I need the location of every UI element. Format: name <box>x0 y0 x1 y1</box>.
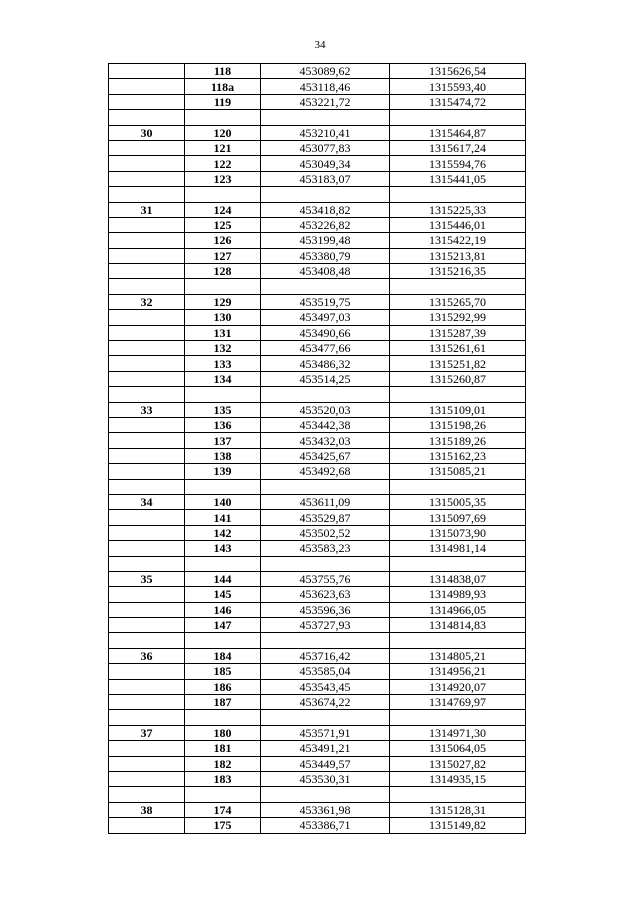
y-coordinate-cell: 1315422,19 <box>390 233 526 248</box>
x-coordinate-cell: 453361,98 <box>261 802 390 817</box>
x-coordinate-cell: 453520,03 <box>261 402 390 417</box>
y-coordinate-cell: 1315005,35 <box>390 494 526 509</box>
table-row <box>109 140 526 155</box>
y-coordinate-cell: 1315260,87 <box>390 371 526 386</box>
point-number-cell: 139 <box>185 464 261 479</box>
group-number-cell <box>109 448 185 463</box>
y-coordinate-cell: 1314971,30 <box>390 725 526 740</box>
point-number-cell: 181 <box>185 741 261 756</box>
x-coordinate-cell: 453530,31 <box>261 771 390 786</box>
x-coordinate-cell: 453755,76 <box>261 571 390 586</box>
table-row <box>109 217 526 232</box>
point-number-cell: 127 <box>185 248 261 263</box>
point-number-cell: 136 <box>185 417 261 432</box>
point-number-cell <box>185 387 261 402</box>
x-coordinate-cell: 453418,82 <box>261 202 390 217</box>
table-row <box>109 125 526 140</box>
y-coordinate-cell: 1315149,82 <box>390 818 526 833</box>
group-number-cell: 30 <box>109 125 185 140</box>
group-number-cell <box>109 341 185 356</box>
table-row <box>109 771 526 786</box>
table-row <box>109 94 526 109</box>
x-coordinate-cell: 453442,38 <box>261 417 390 432</box>
point-number-cell <box>185 187 261 202</box>
x-coordinate-cell: 453486,32 <box>261 356 390 371</box>
table-row <box>109 710 526 725</box>
table-row <box>109 417 526 432</box>
point-number-cell <box>185 110 261 125</box>
coordinates-table <box>108 63 526 834</box>
x-coordinate-cell <box>261 710 390 725</box>
group-number-cell: 36 <box>109 648 185 663</box>
x-coordinate-cell: 453449,57 <box>261 756 390 771</box>
x-coordinate-cell: 453611,09 <box>261 494 390 509</box>
table-row <box>109 356 526 371</box>
group-number-cell <box>109 356 185 371</box>
group-number-cell <box>109 433 185 448</box>
page-number: 34 <box>314 39 326 51</box>
group-number-cell <box>109 217 185 232</box>
x-coordinate-cell: 453221,72 <box>261 94 390 109</box>
point-number-cell: 122 <box>185 156 261 171</box>
y-coordinate-cell <box>390 187 526 202</box>
y-coordinate-cell: 1315109,01 <box>390 402 526 417</box>
y-coordinate-cell: 1314814,83 <box>390 618 526 633</box>
y-coordinate-cell: 1315162,23 <box>390 448 526 463</box>
table-row <box>109 402 526 417</box>
point-number-cell: 144 <box>185 571 261 586</box>
group-number-cell <box>109 633 185 648</box>
table-row <box>109 695 526 710</box>
group-number-cell <box>109 741 185 756</box>
table-row <box>109 264 526 279</box>
y-coordinate-cell <box>390 787 526 802</box>
x-coordinate-cell: 453623,63 <box>261 587 390 602</box>
point-number-cell: 180 <box>185 725 261 740</box>
y-coordinate-cell: 1315189,26 <box>390 433 526 448</box>
y-coordinate-cell: 1315292,99 <box>390 310 526 325</box>
y-coordinate-cell: 1314981,14 <box>390 541 526 556</box>
x-coordinate-cell: 453386,71 <box>261 818 390 833</box>
x-coordinate-cell <box>261 556 390 571</box>
y-coordinate-cell <box>390 710 526 725</box>
x-coordinate-cell: 453674,22 <box>261 695 390 710</box>
x-coordinate-cell: 453585,04 <box>261 664 390 679</box>
group-number-cell <box>109 479 185 494</box>
y-coordinate-cell: 1315097,69 <box>390 510 526 525</box>
point-number-cell: 184 <box>185 648 261 663</box>
group-number-cell <box>109 464 185 479</box>
table-row <box>109 171 526 186</box>
y-coordinate-cell: 1315287,39 <box>390 325 526 340</box>
table-row <box>109 633 526 648</box>
point-number-cell <box>185 556 261 571</box>
group-number-cell <box>109 664 185 679</box>
group-number-cell <box>109 710 185 725</box>
point-number-cell: 123 <box>185 171 261 186</box>
group-number-cell <box>109 279 185 294</box>
x-coordinate-cell: 453089,62 <box>261 64 390 79</box>
point-number-cell: 183 <box>185 771 261 786</box>
table-row <box>109 648 526 663</box>
x-coordinate-cell: 453477,66 <box>261 341 390 356</box>
y-coordinate-cell: 1315251,82 <box>390 356 526 371</box>
y-coordinate-cell: 1315073,90 <box>390 525 526 540</box>
y-coordinate-cell: 1315216,35 <box>390 264 526 279</box>
group-number-cell: 37 <box>109 725 185 740</box>
table-row <box>109 679 526 694</box>
table-row <box>109 110 526 125</box>
point-number-cell: 130 <box>185 310 261 325</box>
x-coordinate-cell: 453210,41 <box>261 125 390 140</box>
point-number-cell: 135 <box>185 402 261 417</box>
y-coordinate-cell <box>390 479 526 494</box>
group-number-cell <box>109 310 185 325</box>
y-coordinate-cell: 1315626,54 <box>390 64 526 79</box>
x-coordinate-cell: 453425,67 <box>261 448 390 463</box>
table-row <box>109 371 526 386</box>
y-coordinate-cell <box>390 110 526 125</box>
x-coordinate-cell <box>261 787 390 802</box>
group-number-cell <box>109 771 185 786</box>
table-row <box>109 556 526 571</box>
point-number-cell: 182 <box>185 756 261 771</box>
x-coordinate-cell: 453502,52 <box>261 525 390 540</box>
y-coordinate-cell: 1314956,21 <box>390 664 526 679</box>
point-number-cell: 126 <box>185 233 261 248</box>
x-coordinate-cell: 453490,66 <box>261 325 390 340</box>
coordinates-table-body <box>109 64 526 834</box>
point-number-cell: 138 <box>185 448 261 463</box>
x-coordinate-cell: 453727,93 <box>261 618 390 633</box>
table-row <box>109 156 526 171</box>
y-coordinate-cell: 1315261,61 <box>390 341 526 356</box>
point-number-cell: 129 <box>185 294 261 309</box>
table-row <box>109 387 526 402</box>
point-number-cell: 147 <box>185 618 261 633</box>
point-number-cell: 185 <box>185 664 261 679</box>
table-row <box>109 787 526 802</box>
group-number-cell <box>109 233 185 248</box>
y-coordinate-cell: 1315474,72 <box>390 94 526 109</box>
point-number-cell: 132 <box>185 341 261 356</box>
point-number-cell <box>185 787 261 802</box>
y-coordinate-cell: 1314805,21 <box>390 648 526 663</box>
point-number-cell: 175 <box>185 818 261 833</box>
table-row <box>109 79 526 94</box>
y-coordinate-cell: 1315085,21 <box>390 464 526 479</box>
point-number-cell: 186 <box>185 679 261 694</box>
y-coordinate-cell: 1314935,15 <box>390 771 526 786</box>
x-coordinate-cell: 453183,07 <box>261 171 390 186</box>
point-number-cell: 174 <box>185 802 261 817</box>
group-number-cell <box>109 64 185 79</box>
y-coordinate-cell <box>390 556 526 571</box>
x-coordinate-cell: 453519,75 <box>261 294 390 309</box>
x-coordinate-cell <box>261 633 390 648</box>
group-number-cell <box>109 387 185 402</box>
table-row <box>109 325 526 340</box>
table-row <box>109 64 526 79</box>
group-number-cell <box>109 510 185 525</box>
group-number-cell: 32 <box>109 294 185 309</box>
group-number-cell: 34 <box>109 494 185 509</box>
table-row <box>109 248 526 263</box>
table-row <box>109 187 526 202</box>
table-row <box>109 664 526 679</box>
x-coordinate-cell: 453049,34 <box>261 156 390 171</box>
group-number-cell <box>109 756 185 771</box>
group-number-cell: 33 <box>109 402 185 417</box>
table-row <box>109 541 526 556</box>
group-number-cell <box>109 156 185 171</box>
point-number-cell: 124 <box>185 202 261 217</box>
y-coordinate-cell: 1315446,01 <box>390 217 526 232</box>
point-number-cell: 141 <box>185 510 261 525</box>
x-coordinate-cell: 453529,87 <box>261 510 390 525</box>
table-row <box>109 725 526 740</box>
group-number-cell: 38 <box>109 802 185 817</box>
group-number-cell <box>109 171 185 186</box>
y-coordinate-cell: 1314989,93 <box>390 587 526 602</box>
y-coordinate-cell: 1315064,05 <box>390 741 526 756</box>
y-coordinate-cell: 1314838,07 <box>390 571 526 586</box>
table-row <box>109 479 526 494</box>
table-row <box>109 279 526 294</box>
x-coordinate-cell: 453716,42 <box>261 648 390 663</box>
table-row <box>109 341 526 356</box>
table-row <box>109 433 526 448</box>
group-number-cell <box>109 94 185 109</box>
table-row <box>109 802 526 817</box>
x-coordinate-cell: 453077,83 <box>261 140 390 155</box>
x-coordinate-cell: 453583,23 <box>261 541 390 556</box>
x-coordinate-cell: 453497,03 <box>261 310 390 325</box>
x-coordinate-cell: 453543,45 <box>261 679 390 694</box>
group-number-cell <box>109 525 185 540</box>
x-coordinate-cell <box>261 387 390 402</box>
x-coordinate-cell: 453596,36 <box>261 602 390 617</box>
table-row <box>109 233 526 248</box>
point-number-cell: 121 <box>185 140 261 155</box>
point-number-cell: 140 <box>185 494 261 509</box>
point-number-cell: 133 <box>185 356 261 371</box>
point-number-cell <box>185 633 261 648</box>
table-row <box>109 818 526 833</box>
x-coordinate-cell: 453118,46 <box>261 79 390 94</box>
group-number-cell: 35 <box>109 571 185 586</box>
y-coordinate-cell: 1315198,26 <box>390 417 526 432</box>
point-number-cell: 120 <box>185 125 261 140</box>
group-number-cell <box>109 264 185 279</box>
y-coordinate-cell <box>390 387 526 402</box>
x-coordinate-cell: 453432,03 <box>261 433 390 448</box>
y-coordinate-cell: 1315594,76 <box>390 156 526 171</box>
table-row <box>109 510 526 525</box>
table-row <box>109 741 526 756</box>
x-coordinate-cell: 453571,91 <box>261 725 390 740</box>
group-number-cell <box>109 79 185 94</box>
y-coordinate-cell: 1314920,07 <box>390 679 526 694</box>
group-number-cell <box>109 587 185 602</box>
x-coordinate-cell: 453199,48 <box>261 233 390 248</box>
y-coordinate-cell: 1315225,33 <box>390 202 526 217</box>
group-number-cell <box>109 618 185 633</box>
y-coordinate-cell: 1315027,82 <box>390 756 526 771</box>
table-row <box>109 294 526 309</box>
group-number-cell <box>109 248 185 263</box>
x-coordinate-cell <box>261 187 390 202</box>
point-number-cell: 125 <box>185 217 261 232</box>
group-number-cell <box>109 417 185 432</box>
group-number-cell <box>109 110 185 125</box>
point-number-cell <box>185 279 261 294</box>
group-number-cell <box>109 140 185 155</box>
y-coordinate-cell <box>390 279 526 294</box>
table-row <box>109 525 526 540</box>
group-number-cell <box>109 787 185 802</box>
point-number-cell: 119 <box>185 94 261 109</box>
point-number-cell <box>185 710 261 725</box>
y-coordinate-cell: 1315464,87 <box>390 125 526 140</box>
y-coordinate-cell: 1315441,05 <box>390 171 526 186</box>
group-number-cell <box>109 325 185 340</box>
x-coordinate-cell <box>261 110 390 125</box>
table-row <box>109 202 526 217</box>
table-row <box>109 618 526 633</box>
x-coordinate-cell: 453226,82 <box>261 217 390 232</box>
point-number-cell: 187 <box>185 695 261 710</box>
table-row <box>109 310 526 325</box>
y-coordinate-cell: 1315265,70 <box>390 294 526 309</box>
point-number-cell: 146 <box>185 602 261 617</box>
group-number-cell: 31 <box>109 202 185 217</box>
group-number-cell <box>109 556 185 571</box>
group-number-cell <box>109 187 185 202</box>
y-coordinate-cell: 1315593,40 <box>390 79 526 94</box>
point-number-cell: 128 <box>185 264 261 279</box>
y-coordinate-cell <box>390 633 526 648</box>
point-number-cell <box>185 479 261 494</box>
x-coordinate-cell: 453491,21 <box>261 741 390 756</box>
table-row <box>109 494 526 509</box>
group-number-cell <box>109 679 185 694</box>
x-coordinate-cell: 453408,48 <box>261 264 390 279</box>
group-number-cell <box>109 602 185 617</box>
y-coordinate-cell: 1315213,81 <box>390 248 526 263</box>
group-number-cell <box>109 371 185 386</box>
table-row <box>109 571 526 586</box>
y-coordinate-cell: 1314966,05 <box>390 602 526 617</box>
x-coordinate-cell <box>261 479 390 494</box>
group-number-cell <box>109 695 185 710</box>
table-row <box>109 756 526 771</box>
x-coordinate-cell: 453514,25 <box>261 371 390 386</box>
table-row <box>109 587 526 602</box>
y-coordinate-cell: 1315617,24 <box>390 140 526 155</box>
point-number-cell: 145 <box>185 587 261 602</box>
point-number-cell: 118 <box>185 64 261 79</box>
point-number-cell: 118a <box>185 79 261 94</box>
table-row <box>109 602 526 617</box>
group-number-cell <box>109 818 185 833</box>
point-number-cell: 131 <box>185 325 261 340</box>
point-number-cell: 137 <box>185 433 261 448</box>
group-number-cell <box>109 541 185 556</box>
point-number-cell: 143 <box>185 541 261 556</box>
table-row <box>109 448 526 463</box>
point-number-cell: 134 <box>185 371 261 386</box>
y-coordinate-cell: 1314769,97 <box>390 695 526 710</box>
x-coordinate-cell: 453492,68 <box>261 464 390 479</box>
y-coordinate-cell: 1315128,31 <box>390 802 526 817</box>
point-number-cell: 142 <box>185 525 261 540</box>
x-coordinate-cell: 453380,79 <box>261 248 390 263</box>
table-row <box>109 464 526 479</box>
x-coordinate-cell <box>261 279 390 294</box>
